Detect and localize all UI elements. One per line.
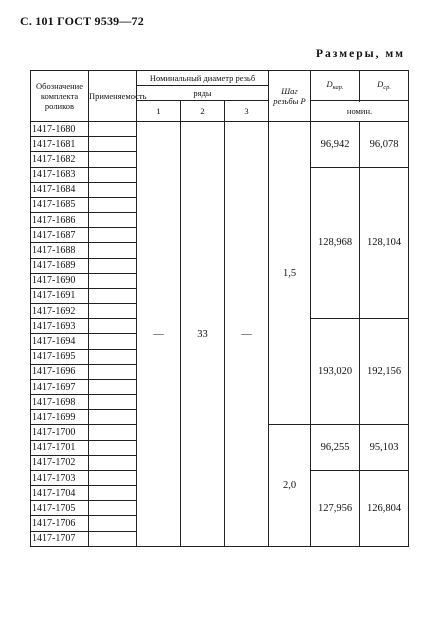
application-cell (89, 137, 137, 152)
table-row (31, 122, 409, 137)
application-cell (89, 167, 137, 182)
code-cell: 1417-1698 (31, 395, 89, 410)
application-cell (89, 531, 137, 546)
code-cell: 1417-1685 (31, 197, 89, 212)
d-left-cell: 128,968 (311, 167, 360, 319)
application-cell (89, 334, 137, 349)
code-cell: 1417-1701 (31, 440, 89, 455)
code-cell: 1417-1683 (31, 167, 89, 182)
pitch-cell: 1,5 (269, 122, 311, 425)
code-cell: 1417-1707 (31, 531, 89, 546)
code-cell: 1417-1704 (31, 486, 89, 501)
application-cell (89, 304, 137, 319)
row1-cell: — (137, 122, 181, 547)
code-cell: 1417-1706 (31, 516, 89, 531)
d-right-cell: 126,804 (360, 470, 409, 546)
header-d-right (360, 71, 409, 101)
application-cell (89, 213, 137, 228)
application-cell (89, 152, 137, 167)
application-cell (89, 197, 137, 212)
d-symbol: D (377, 78, 384, 89)
header-designation: Обозначение комплекта роликов (31, 71, 89, 122)
d-right-cell: 95,103 (360, 425, 409, 471)
header-d-left (311, 71, 360, 101)
d-left-cell: 96,255 (311, 425, 360, 471)
code-cell: 1417-1702 (31, 455, 89, 470)
code-cell: 1417-1694 (31, 334, 89, 349)
header-nominal-diameter: Номинальный диаметр резьб (137, 71, 269, 86)
application-cell (89, 273, 137, 288)
code-cell: 1417-1705 (31, 501, 89, 516)
application-cell (89, 470, 137, 485)
code-cell: 1417-1686 (31, 213, 89, 228)
application-cell (89, 395, 137, 410)
d-right-cell: 192,156 (360, 319, 409, 425)
application-cell (89, 410, 137, 425)
units-label: Размеры, мм (316, 48, 405, 60)
code-cell: 1417-1680 (31, 122, 89, 137)
row2-cell: 33 (181, 122, 225, 547)
header-application: Применяемость (89, 71, 137, 122)
code-cell: 1417-1700 (31, 425, 89, 440)
d-right-cell: 96,078 (360, 122, 409, 168)
d-left-cell: 127,956 (311, 470, 360, 546)
header-row-3: 3 (225, 101, 269, 122)
d-right-cell: 128,104 (360, 167, 409, 319)
code-cell: 1417-1690 (31, 273, 89, 288)
code-cell: 1417-1703 (31, 470, 89, 485)
d-subscript-left: кар. (332, 83, 344, 91)
code-cell: 1417-1697 (31, 379, 89, 394)
application-cell (89, 379, 137, 394)
application-cell (89, 122, 137, 137)
application-cell (89, 182, 137, 197)
application-cell (89, 486, 137, 501)
table-body (31, 122, 409, 547)
application-cell (89, 440, 137, 455)
d-symbol: D (326, 78, 333, 89)
code-cell: 1417-1684 (31, 182, 89, 197)
code-cell: 1417-1691 (31, 288, 89, 303)
row3-cell: — (225, 122, 269, 547)
code-cell: 1417-1693 (31, 319, 89, 334)
header-pitch: Шаг резьбы P (269, 71, 311, 122)
code-cell: 1417-1689 (31, 258, 89, 273)
d-subscript-right: ср. (383, 83, 391, 91)
page-header: С. 101 ГОСТ 9539—72 (20, 14, 144, 28)
application-cell (89, 288, 137, 303)
header-row-1: 1 (137, 101, 181, 122)
header-nominal: номин. (311, 101, 409, 122)
code-cell: 1417-1695 (31, 349, 89, 364)
d-left-cell: 193,020 (311, 319, 360, 425)
d-left-cell: 96,942 (311, 122, 360, 168)
application-cell (89, 364, 137, 379)
application-cell (89, 319, 137, 334)
code-cell: 1417-1687 (31, 228, 89, 243)
code-cell: 1417-1696 (31, 364, 89, 379)
header-row-2: 2 (181, 101, 225, 122)
code-cell: 1417-1692 (31, 304, 89, 319)
application-cell (89, 501, 137, 516)
code-cell: 1417-1688 (31, 243, 89, 258)
application-cell (89, 425, 137, 440)
pitch-cell: 2,0 (269, 425, 311, 547)
application-cell (89, 516, 137, 531)
dimensions-table (30, 70, 409, 547)
application-cell (89, 243, 137, 258)
code-cell: 1417-1682 (31, 152, 89, 167)
header-rows: ряды (137, 86, 269, 101)
application-cell (89, 258, 137, 273)
application-cell (89, 349, 137, 364)
application-cell (89, 455, 137, 470)
application-cell (89, 228, 137, 243)
code-cell: 1417-1699 (31, 410, 89, 425)
code-cell: 1417-1681 (31, 137, 89, 152)
